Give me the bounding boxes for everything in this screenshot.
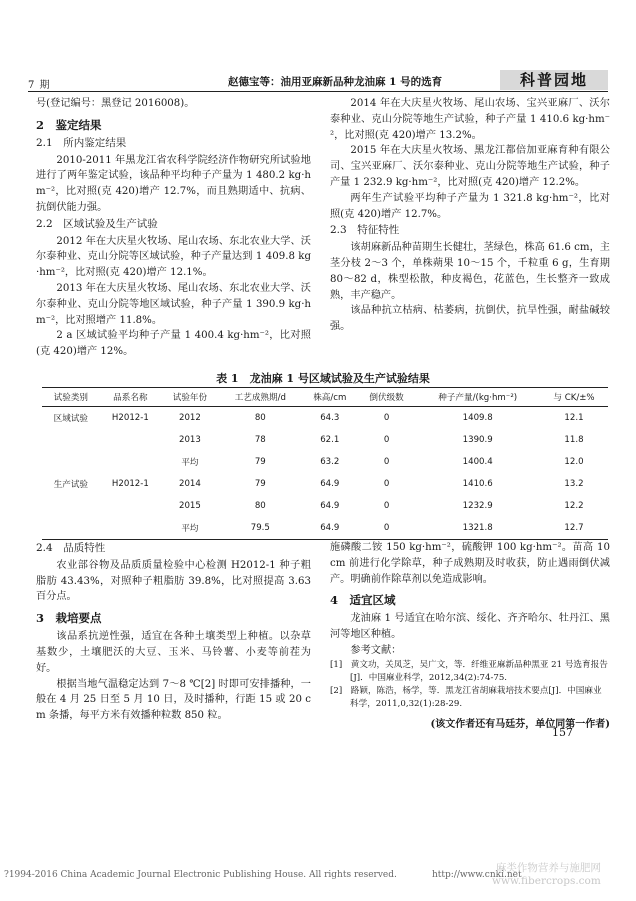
reference-item: [2] 路颖，陈浩，杨学，等．黑龙江省胡麻栽培技术要点[J]．中国麻业科学，2011,0,32(1):28-29. bbox=[330, 685, 602, 709]
table-cell: 平均 bbox=[181, 458, 199, 468]
section-3-paragraph-1: 该品系抗逆性强，适宜在各种土壤类型上种植。以杂草基数少，土壤肥沃的大豆、玉米、马铃薯、小麦等前茬为好。 bbox=[36, 631, 311, 674]
section-2-title: 2 鉴定结果 bbox=[36, 117, 102, 132]
table-cell: 79 bbox=[254, 457, 266, 467]
issue-number: 7 期 bbox=[28, 80, 51, 91]
table-header-cell: 品系名称 bbox=[100, 388, 161, 407]
table-cell: 78 bbox=[254, 435, 266, 445]
section-2-1-paragraph: 2010-2011 年黑龙江省农科学院经济作物研究所试验地进行了两年鉴定试验，该品种平均种子产量为 1 480.2 kg·hm⁻²，比对照(克 420)增产 12.7%，而且熟期适中、抗病、抗倒伏能力强。 bbox=[36, 154, 311, 213]
table-cell: H2012-1 bbox=[111, 413, 149, 423]
table-header-cell: 倒伏级数 bbox=[358, 388, 416, 407]
table-cell bbox=[42, 495, 100, 517]
table-cell bbox=[42, 517, 100, 540]
section-4-title: 4 适宜区域 bbox=[330, 593, 396, 608]
watermark bbox=[492, 862, 601, 888]
table-cell: 12.7 bbox=[540, 517, 608, 540]
section-3-paragraph-2: 根据当地气温稳定达到 7～8 ℃[2] 时即可安排播种，一般在 4 月 25 日至 5 月 10 日，及时播种，行距 15 或 20 cm 条播，每平方米有效播种粒数 850 粒。 bbox=[36, 678, 311, 722]
copyright-footer: ?1994-2016 China Academic Journal Electronic Publishing House. All rights reserved. bbox=[4, 870, 397, 880]
section-2-2-paragraph-3: 2 a 区域试验平均种子产量 1 400.4 kg·hm⁻²，比对照(克 420)增产 12%。 bbox=[36, 330, 311, 358]
table-cell: 64.9 bbox=[320, 479, 340, 489]
section-2-2-paragraph-1: 2012 年在大庆星火牧场、尾山农场、东北农业大学、沃尔泰种业、克山分院等区域试验，种子产量达到 1 409.8 kg·hm⁻²，比对照(克 420)增产 12.1%。 bbox=[36, 235, 311, 279]
table-cell: 79 bbox=[254, 479, 266, 489]
table-cell: 0 bbox=[383, 435, 390, 445]
table-cell: 1410.6 bbox=[462, 479, 493, 489]
table-cell: 0 bbox=[383, 413, 390, 423]
table-cell: 0 bbox=[383, 457, 390, 467]
table-header-cell: 株高/cm bbox=[302, 388, 358, 407]
table-cell: 12.0 bbox=[564, 457, 584, 467]
table-row bbox=[42, 451, 608, 473]
table-cell: 64.9 bbox=[320, 501, 340, 511]
table-cell: 0 bbox=[358, 517, 416, 540]
table-cell: 区域试验 bbox=[53, 414, 89, 424]
production-trial-average: 两年生产试验平均种子产量为 1 321.8 kg·hm⁻²，比对照(克 420)增产 12.7%。 bbox=[330, 192, 610, 220]
table-cell: 1409.8 bbox=[462, 413, 493, 423]
table-cell: 80 bbox=[254, 501, 266, 511]
table-header-cell: 工艺成熟期/d bbox=[219, 388, 302, 407]
table-row bbox=[42, 473, 608, 495]
table-cell: 0 bbox=[383, 501, 390, 511]
section-2-1-title: 2.1 所内鉴定结果 bbox=[36, 136, 127, 149]
bottom-left-column bbox=[36, 540, 311, 724]
table-header-cell: 试验年份 bbox=[161, 388, 219, 407]
table-header-cell: 种子产量/(kg·hm⁻²) bbox=[415, 388, 540, 407]
table-cell bbox=[42, 451, 100, 473]
section-2-4-title: 2.4 品质特性 bbox=[36, 542, 106, 554]
table-cell: 2013 bbox=[178, 435, 201, 445]
table-cell: 11.8 bbox=[564, 435, 584, 445]
table-cell: 63.2 bbox=[320, 457, 340, 467]
section-2-4-paragraph: 农业部谷物及品质质量检验中心检测 H2012-1 种子粗脂肪 43.43%，对照种子粗脂肪 39.8%，比对照提高 3.63 百分点。 bbox=[36, 559, 311, 603]
section-2-2-paragraph-2: 2013 年在大庆星火牧场、尾山农场、东北农业大学、沃尔泰种业、克山分院等地区域试验，种子产量 1 390.9 kg·hm⁻²，比对照增产 11.8%。 bbox=[36, 282, 311, 326]
references-title: 参考文献： bbox=[350, 644, 402, 656]
header-rule bbox=[28, 91, 608, 92]
table-cell: 12.2 bbox=[564, 501, 584, 511]
table-cell bbox=[100, 451, 161, 473]
table-cell: 2014 bbox=[178, 479, 201, 489]
section-2-3-paragraph-2: 该品种抗立枯病、枯萎病，抗倒伏，抗旱性强，耐盐碱较强。 bbox=[330, 305, 610, 333]
reference-item: [1] 黄文功，关凤芝，吴广文，等．纤维亚麻新品种黑亚 21 号选育报告[J]．中国麻业科学，2012,34(2):74-75. bbox=[330, 659, 608, 683]
table-header-cell: 试验类别 bbox=[42, 388, 100, 407]
bottom-right-column bbox=[330, 540, 610, 730]
table-cell: 0 bbox=[383, 479, 390, 489]
section-3-title: 3 栽培要点 bbox=[36, 611, 102, 626]
table-cell bbox=[100, 429, 161, 451]
table-row bbox=[42, 407, 608, 430]
production-trial-2015: 2015 年在大庆星火牧场、黑龙江都倍加亚麻育种有限公司、宝兴亚麻厂、沃尔泰种业、克山分院等地生产试验，种子产量 1 232.9 kg·hm⁻²，比对照(克 420)增产 12.2%。 bbox=[330, 145, 610, 188]
table-title: 表 1 龙油麻 1 号区域试验及生产试验结果 bbox=[216, 372, 430, 385]
table-cell: 2012 bbox=[178, 413, 201, 423]
watermark-line-2: www.fibercrops.com bbox=[492, 875, 601, 887]
watermark-line-1: 麻类作物营养与施肥网 bbox=[495, 862, 601, 874]
table-cell: 1400.4 bbox=[462, 457, 493, 467]
table-cell: 64.3 bbox=[320, 413, 340, 423]
page-number: 157 bbox=[552, 726, 573, 739]
table-cell: 12.1 bbox=[564, 413, 584, 423]
table-cell: 80 bbox=[254, 413, 266, 423]
table-cell: 2015 bbox=[178, 501, 201, 511]
table-cell: 62.1 bbox=[320, 435, 340, 445]
table-cell bbox=[100, 495, 161, 517]
journal-brand: 科普园地 bbox=[500, 70, 608, 90]
table-row bbox=[42, 495, 608, 517]
table-cell: 64.9 bbox=[302, 517, 358, 540]
table-cell bbox=[42, 429, 100, 451]
table-header-cell: 与 CK/±% bbox=[540, 388, 608, 407]
table-row bbox=[42, 517, 608, 540]
intro-text: 号(登记编号：黑登记 2016008)。 bbox=[36, 98, 195, 109]
table-cell: 平均 bbox=[161, 517, 219, 540]
fertilizer-paragraph: 施磷酸二铵 150 kg·hm⁻²，硫酸钾 100 kg·hm⁻²。苗高 10 cm 前进行化学除草，种子成熟期及时收获，防止遇雨倒伏减产。明确前作除草剂以免造成影响。 bbox=[330, 542, 610, 585]
table-cell: H2012-1 bbox=[111, 479, 149, 489]
running-title: 赵德宝等：油用亚麻新品种龙油麻 1 号的选育 bbox=[228, 76, 443, 88]
table-cell bbox=[100, 517, 161, 540]
table-cell: 生产试验 bbox=[53, 480, 89, 490]
table-row bbox=[42, 429, 608, 451]
table-cell: 13.2 bbox=[564, 479, 584, 489]
table-header-row bbox=[42, 388, 608, 407]
section-2-2-title: 2.2 区域试验及生产试验 bbox=[36, 217, 158, 230]
table-cell: 1321.8 bbox=[415, 517, 540, 540]
results-table bbox=[42, 387, 608, 540]
production-trial-2014: 2014 年在大庆星火牧场、尾山农场、宝兴亚麻厂、沃尔泰种业、克山分院等地生产试验，种子产量 1 410.6 kg·hm⁻²，比对照(克 420)增产 13.2%。 bbox=[330, 98, 610, 141]
table-cell: 1390.9 bbox=[462, 435, 493, 445]
right-column bbox=[330, 96, 610, 335]
table-cell: 79.5 bbox=[219, 517, 302, 540]
table-cell: 1232.9 bbox=[462, 501, 493, 511]
author-note: (该文作者还有马廷芬，单位同第一作者) bbox=[430, 718, 610, 730]
cnki-url: http://www.cnki.net bbox=[432, 870, 522, 880]
left-column bbox=[36, 96, 311, 360]
section-2-3-paragraph-1: 该胡麻新品种苗期生长健壮，茎绿色，株高 61.6 cm，主茎分枝 2～3 个，单株蒴果 10～15 个，千粒重 6 g，生育期 80～82 d，株型松散，种皮褐色，花蓝色，生长整齐一致成熟，丰产稳产。 bbox=[330, 242, 610, 301]
section-4-paragraph: 龙油麻 1 号适宜在哈尔滨、绥化、齐齐哈尔、牡丹江、黑河等地区种植。 bbox=[330, 613, 610, 641]
section-2-3-title: 2.3 特征特性 bbox=[330, 224, 400, 237]
